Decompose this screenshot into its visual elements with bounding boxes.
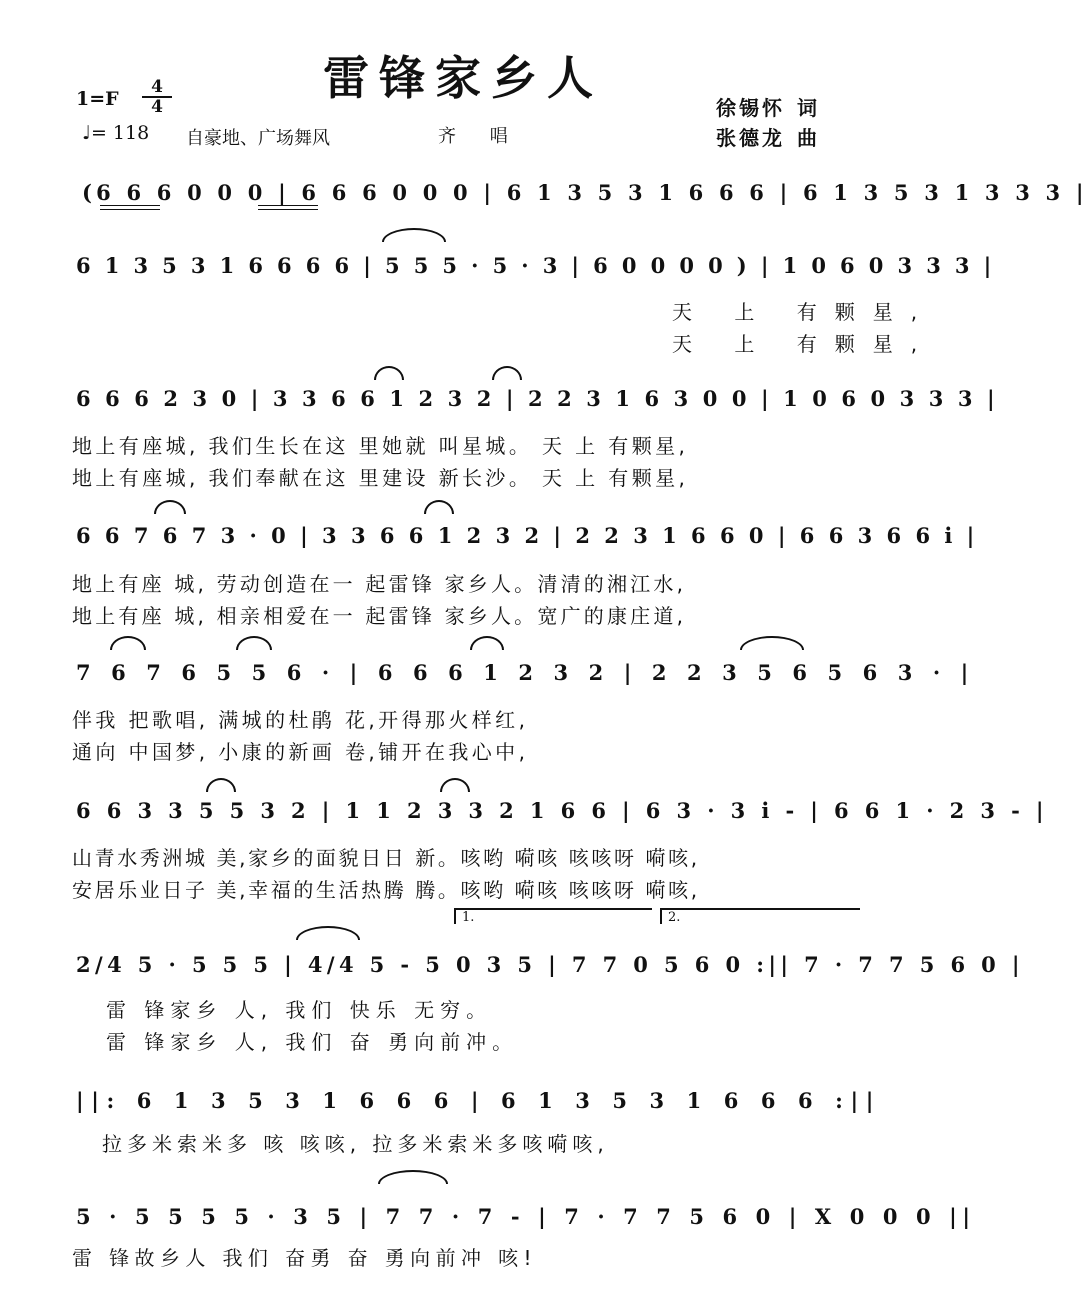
composer-name: 张德龙 [716,126,785,150]
volta-first-ending [454,908,652,924]
volta-first-label: 1. [462,910,475,925]
lyricist-credit [716,92,820,121]
lyric-line: 雷 锋故乡人 我们 奋勇 奋 勇向前冲 咳! [72,1246,537,1270]
tempo-marking: ♩= 118 [82,122,150,144]
lyric-line: 伴我 把歌唱, 满城的杜鹃 花,开得那火样红, [72,708,529,732]
lyric-line: 天 上 有颗星, [672,300,936,324]
performance-marking: 齐 唱 [438,126,522,147]
lyricist-role: 词 [797,96,820,120]
score-row-3 [0,378,999,418]
meter-top: 4 [142,78,172,98]
lyric-line: 天 上 有颗星, [672,332,936,356]
lyric-line: 地上有座 城, 劳动创造在一 起雷锋 家乡人。清清的湘江水, [72,572,687,596]
score-row-2 [0,245,995,285]
volta-second-ending [660,908,860,924]
key-signature: 1=F [76,88,119,110]
notation-line: ||: 6 1 3 5 3 1 6 6 6 | 6 1 3 5 3 1 6 6 6 :|| [76,1088,881,1113]
score-row-6 [0,790,1048,830]
notation-line: 6 6 7 6 7 3 · 0 | 3 3 6 6 1 2 3 2 | 2 2 3 1 6 6 0 | 6 6 3 6 6 i | [76,523,978,548]
composer-credit [716,122,820,151]
notation-line: 6 6 3 3 5 5 3 2 | 1 1 2 3 3 2 1 6 6 | 6 3 · 3 i - | 6 6 1 · 2 3 - | [76,798,1048,823]
lyric-line: 通向 中国梦, 小康的新画 卷,铺开在我心中, [72,740,529,764]
score-row-1 [0,172,1088,212]
notation-line: 5 · 5 5 5 5 · 3 5 | 7 7 · 7 - | 7 · 7 7 5 6 0 | X 0 0 0 || [76,1204,976,1229]
song-title: 雷锋家乡人 [323,51,603,105]
composer-role: 曲 [797,126,820,150]
score-row-5 [0,652,975,692]
lyric-line: 拉多米索米多 咳 咳咳, 拉多米索米多咳嗬咳, [102,1132,609,1156]
lyricist-name: 徐锡怀 [716,96,785,120]
score-row-4 [0,515,978,555]
notation-line: 6 6 6 2 3 0 | 3 3 6 6 1 2 3 2 | 2 2 3 1 6 3 0 0 | 1 0 6 0 3 3 3 | [76,386,999,411]
notation-line: 6 1 3 5 3 1 6 6 6 6 | 5 5 5 · 5 · 3 | 6 0 0 0 0 ) | 1 0 6 0 3 3 3 | [76,253,995,278]
lyric-line: 地上有座城, 我们奉献在这 里建设 新长沙。 天 上 有颗星, [72,466,689,490]
score-row-7 [0,944,1024,984]
notation-line: 2/4 5 · 5 5 5 | 4/4 5 - 5 0 3 5 | 7 7 0 5 6 0 :|| 7 · 7 7 5 6 0 | [76,952,1024,977]
lyric-line: 山青水秀洲城 美,家乡的面貌日日 新。咳哟 嗬咳 咳咳呀 嗬咳, [72,846,700,870]
meter-bottom: 4 [151,97,163,117]
notation-line: (6 6 6 0 0 0 | 6 6 6 0 0 0 | 6 1 3 5 3 1 6 6 6 | 6 1 3 5 3 1 3 3 3 | [82,180,1088,205]
notation-line: 7 6 7 6 5 5 6 · | 6 6 6 1 2 3 2 | 2 2 3 5 6 5 6 3 · | [76,660,975,685]
time-signature [142,78,172,116]
lyric-line: 安居乐业日子 美,幸福的生活热腾 腾。咳哟 嗬咳 咳咳呀 嗬咳, [72,878,700,902]
score-row-9 [0,1196,976,1236]
lyric-line: 地上有座 城, 相亲相爱在一 起雷锋 家乡人。宽广的康庄道, [72,604,687,628]
style-marking: 自豪地、广场舞风 [186,128,330,149]
score-row-8 [0,1080,926,1120]
volta-second-label: 2. [668,910,681,925]
lyric-line: 雷 锋家乡 人, 我们 奋 勇向前冲。 [106,1030,519,1054]
lyric-line: 地上有座城, 我们生长在这 里她就 叫星城。 天 上 有颗星, [72,434,689,458]
lyric-line: 雷 锋家乡 人, 我们 快乐 无穷。 [106,998,493,1022]
